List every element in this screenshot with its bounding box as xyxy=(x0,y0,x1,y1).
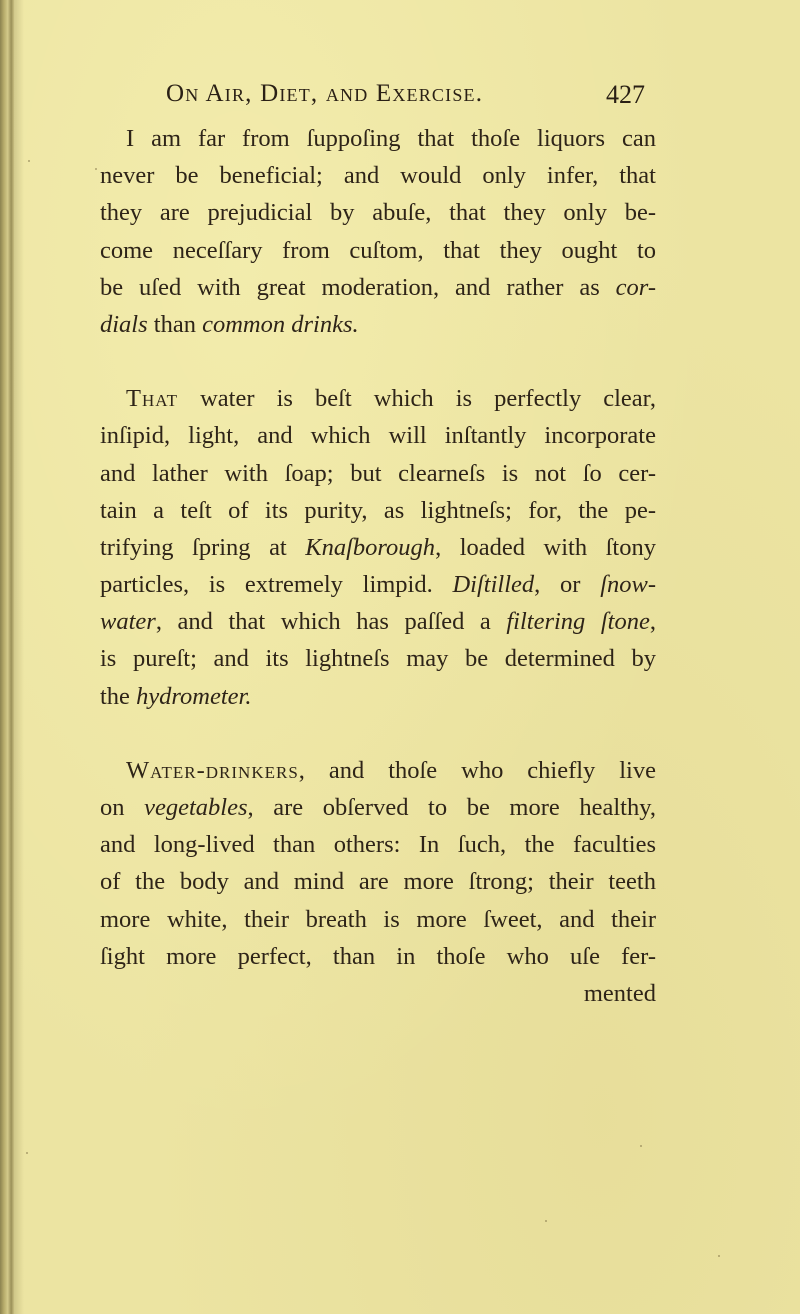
text-line: come neceſſary from cuſtom, that they ought to xyxy=(100,236,656,264)
running-head xyxy=(0,80,800,114)
text-line: water, and that which has paſſed a filtering ſtone, xyxy=(100,608,656,636)
text-line: That water is beſt which is perfectly clear, xyxy=(126,385,656,413)
text-line: they are prejudicial by abuſe, that they only be- xyxy=(100,199,656,227)
running-head-title: On Air, Diet, and Exercise. xyxy=(166,80,484,107)
catchword: mented xyxy=(583,979,656,1007)
text-line: dials than common drinks. xyxy=(100,310,359,338)
paper-speck xyxy=(28,160,30,162)
text-line: I am far from ſuppoſing that thoſe liquors can xyxy=(126,125,656,152)
paper-speck xyxy=(640,1145,642,1147)
text-line: more white, their breath is more ſweet, and their xyxy=(100,905,656,933)
text-line: ſight more perfect, than in thoſe who uſe fer- xyxy=(100,942,656,970)
paper-speck xyxy=(95,168,97,170)
paragraph-liquors xyxy=(100,120,656,343)
paragraph-gap xyxy=(100,715,656,752)
paper-speck xyxy=(718,1255,720,1257)
paragraph-water-drinkers xyxy=(100,752,656,1012)
text-line: be uſed with great moderation, and rather as cor- xyxy=(100,273,656,301)
text-line: Water-drinkers, and thoſe who chiefly live xyxy=(126,756,656,784)
text-line: and lather with ſoap; but clearneſs is not ſo cer- xyxy=(100,459,656,487)
book-spine-edge xyxy=(0,0,14,1314)
paper-speck xyxy=(545,1220,547,1222)
text-line: trifying ſpring at Knaſborough, loaded with ſtony xyxy=(100,533,656,561)
paper-speck xyxy=(26,1152,28,1154)
text-line: is pureſt; and its lightneſs may be determined by xyxy=(100,645,656,673)
body-text xyxy=(100,120,656,1012)
text-line: and long-lived than others: In ſuch, the faculties xyxy=(100,831,656,859)
page-number: 427 xyxy=(606,80,645,109)
text-line: inſipid, light, and which will inſtantly incorporate xyxy=(100,422,656,450)
text-line: on vegetables, are obſerved to be more healthy, xyxy=(100,794,657,821)
text-line: particles, is extremely limpid. Diſtilled, or ſnow- xyxy=(100,571,656,599)
gutter-shadow xyxy=(14,0,24,1314)
paragraph-gap xyxy=(100,343,656,380)
text-line: the hydrometer. xyxy=(100,682,252,710)
text-line: never be beneficial; and would only infer, that xyxy=(100,162,656,190)
paragraph-water xyxy=(100,380,656,715)
text-line: tain a teſt of its purity, as lightneſs; for, the pe- xyxy=(100,496,656,524)
text-line: of the body and mind are more ſtrong; their teeth xyxy=(100,868,656,896)
